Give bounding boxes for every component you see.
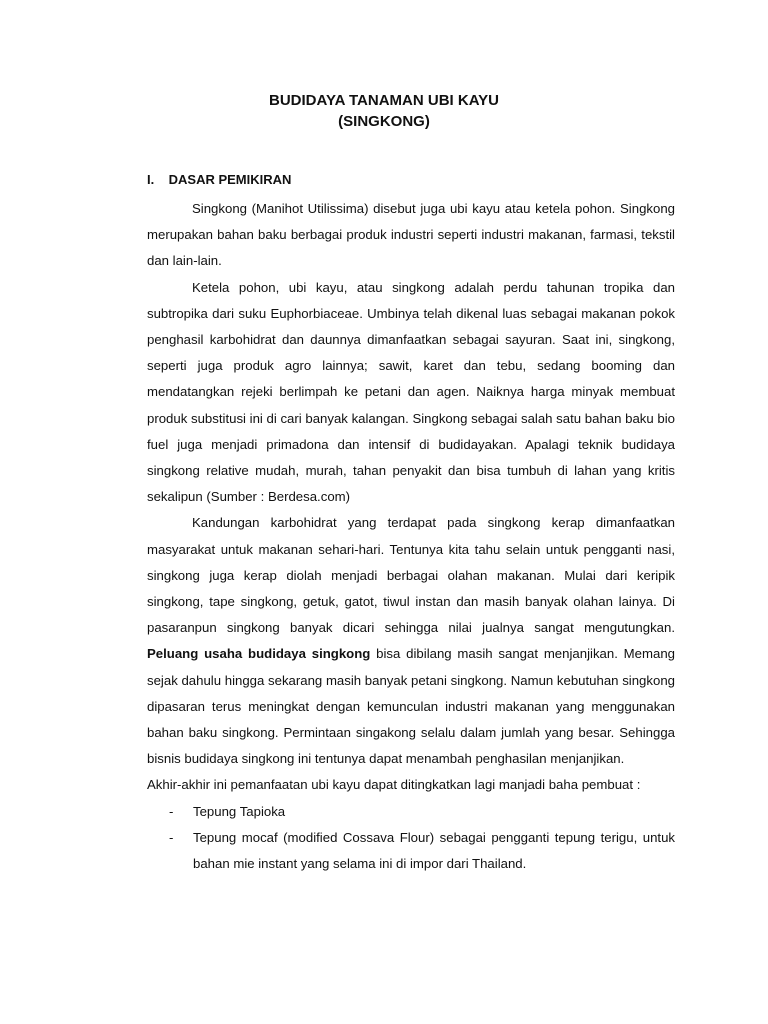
paragraph-3 [147,510,675,772]
paragraph-4: Akhir-akhir ini pemanfaatan ubi kayu dapat ditingkatkan lagi manjadi baha pembuat : [147,777,641,793]
paragraph-3-bold-phrase: Peluang usaha budidaya singkong [147,646,371,662]
paragraph-3-text-start: Kandungan karbohidrat yang terdapat pada singkong kerap dimanfaatkan masyarakat untuk makanan sehari-hari. Tentunya kita tahu selain untuk pengganti nasi, singkong juga kerap diolah menjadi berbagai olahan makanan. Mulai dari keripik singkong, tape singkong, getuk, gatot, tiwul instan dan masih banyak olahan lainya. Di pasaranpun singkong banyak dicari sehingga nilai jualnya sangat mengutungkan. [147,515,675,636]
paragraph-1: Singkong (Manihot Utilissima) disebut juga ubi kayu atau ketela pohon. Singkong merupakan bahan baku berbagai produk industri seperti industri makanan, farmasi, tekstil dan lain-lain. [147,201,675,269]
product-list [147,799,675,878]
list-item [147,799,675,825]
list-dash: - [169,829,174,845]
paragraph-3-text-end: bisa dibilang masih sangat menjanjikan. Memang sejak dahulu hingga sekarang masih banyak petani singkong. Namun kebutuhan singkong dipasaran terus meningkat dengan kemunculan industri makanan yang menggunakan bahan baku singkong. Permintaan singakong selalu dalam jumlah yang besar. Sehingga bisnis budidaya singkong ini tentunya dapat menambah penghasilan menjanjikan. [147,646,675,767]
paragraph-2: Ketela pohon, ubi kayu, atau singkong adalah perdu tahunan tropika dan subtropika dari suku Euphorbiaceae. Umbinya telah dikenal luas sebagai makanan pokok penghasil karbohidrat dan daunnya dimanfaatkan sebagai sayuran. Saat ini, singkong, seperti juga produk agro lainnya; sawit, karet dan tebu, sedang booming dan mendatangkan rejeki berlimpah ke petani dan agen. Naiknya harga minyak membuat produk substitusi ini di cari banyak kalangan. Singkong sebagai salah satu bahan baku bio fuel juga menjadi primadona dan intensif di budidayakan. Apalagi teknik budidaya singkong relative mudah, murah, tahan penyakit dan bisa tumbuh di lahan yang kritis sekalipun (Sumber : Berdesa.com) [147,279,675,505]
section-number: I. [147,172,155,187]
section-title: DASAR PEMIKIRAN [168,172,292,187]
document-title: BUDIDAYA TANAMAN UBI KAYU [268,92,500,109]
list-item [147,825,675,877]
list-dash: - [169,803,174,819]
section-heading [147,171,291,189]
document-subtitle: (SINGKONG) [338,113,430,130]
list-item-text: Tepung mocaf (modified Cossava Flour) sebagai pengganti tepung terigu, untuk bahan mie instant yang selama ini di impor dari Thailand. [193,829,675,872]
list-item-text: Tepung Tapioka [193,803,286,819]
document-body [147,196,675,877]
